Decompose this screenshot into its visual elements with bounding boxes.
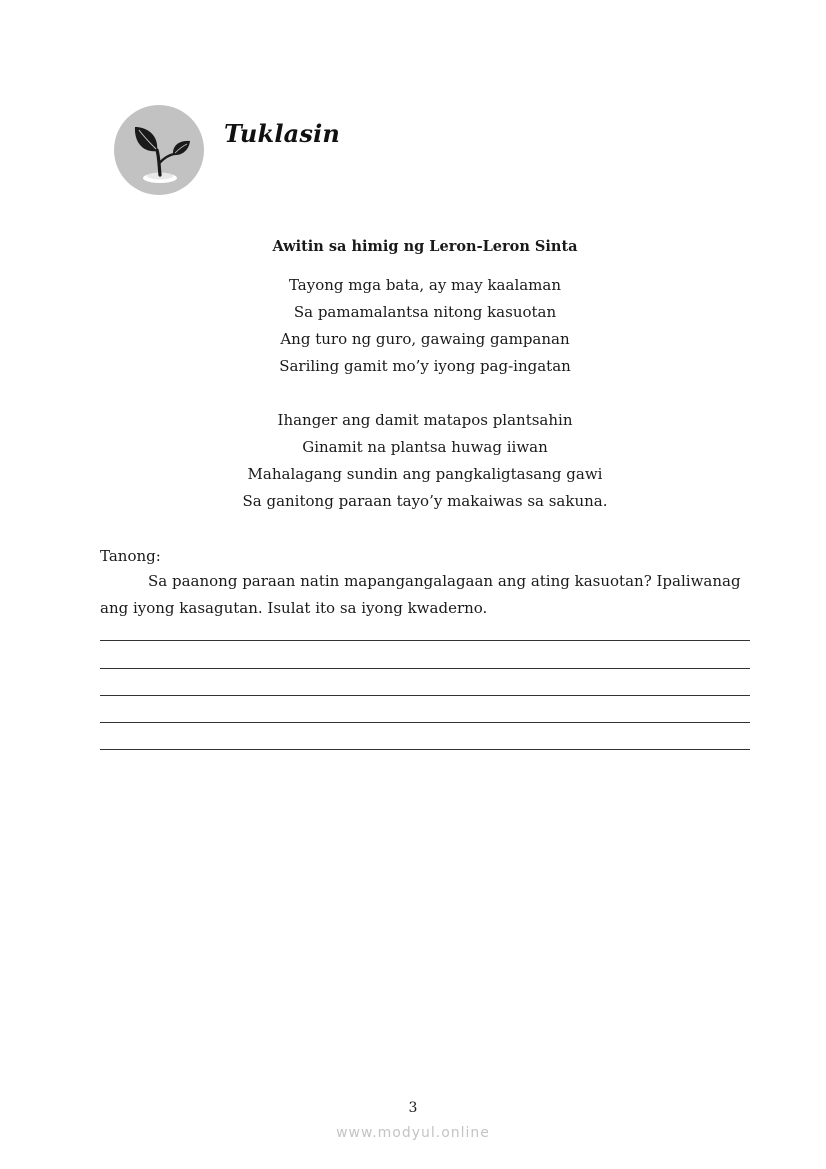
song-stanza-1	[0, 272, 826, 380]
seedling-icon	[114, 105, 204, 195]
song-title: Awitin sa himig ng Leron-Leron Sinta	[272, 238, 578, 255]
answer-line-5[interactable]	[100, 749, 750, 750]
answer-line-1[interactable]	[100, 640, 750, 641]
song-line: Sa ganitong paraan tayo’y makaiwas sa sakuna.	[242, 492, 608, 510]
answer-line-2[interactable]	[100, 668, 750, 669]
question-text: Sa paanong paraan natin mapangangalagaan ang ating kasuotan? Ipaliwanag ang iyong kasagutan. Isulat ito sa iyong kwaderno.	[100, 572, 741, 617]
song-line: Mahalagang sundin ang pangkaligtasang gawi	[247, 465, 603, 483]
answer-line-4[interactable]	[100, 722, 750, 723]
song-line: Ginamit na plantsa huwag iiwan	[302, 438, 548, 456]
question-label: Tanong:	[100, 547, 161, 565]
watermark: www.modyul.online	[336, 1125, 490, 1141]
section-title: Tuklasin	[224, 119, 341, 148]
song-line: Tayong mga bata, ay may kaalaman	[288, 276, 562, 294]
section-icon-badge	[114, 105, 204, 195]
answer-line-3[interactable]	[100, 695, 750, 696]
song-stanza-2	[0, 407, 826, 515]
page-number: 3	[408, 1100, 418, 1116]
song-line: Sa pamamalantsa nitong kasuotan	[293, 303, 557, 321]
song-line: Sariling gamit mo’y iyong pag-ingatan	[279, 357, 571, 375]
song-line: Ang turo ng guro, gawaing gampanan	[280, 330, 570, 348]
song-line: Ihanger ang damit matapos plantsahin	[277, 411, 573, 429]
